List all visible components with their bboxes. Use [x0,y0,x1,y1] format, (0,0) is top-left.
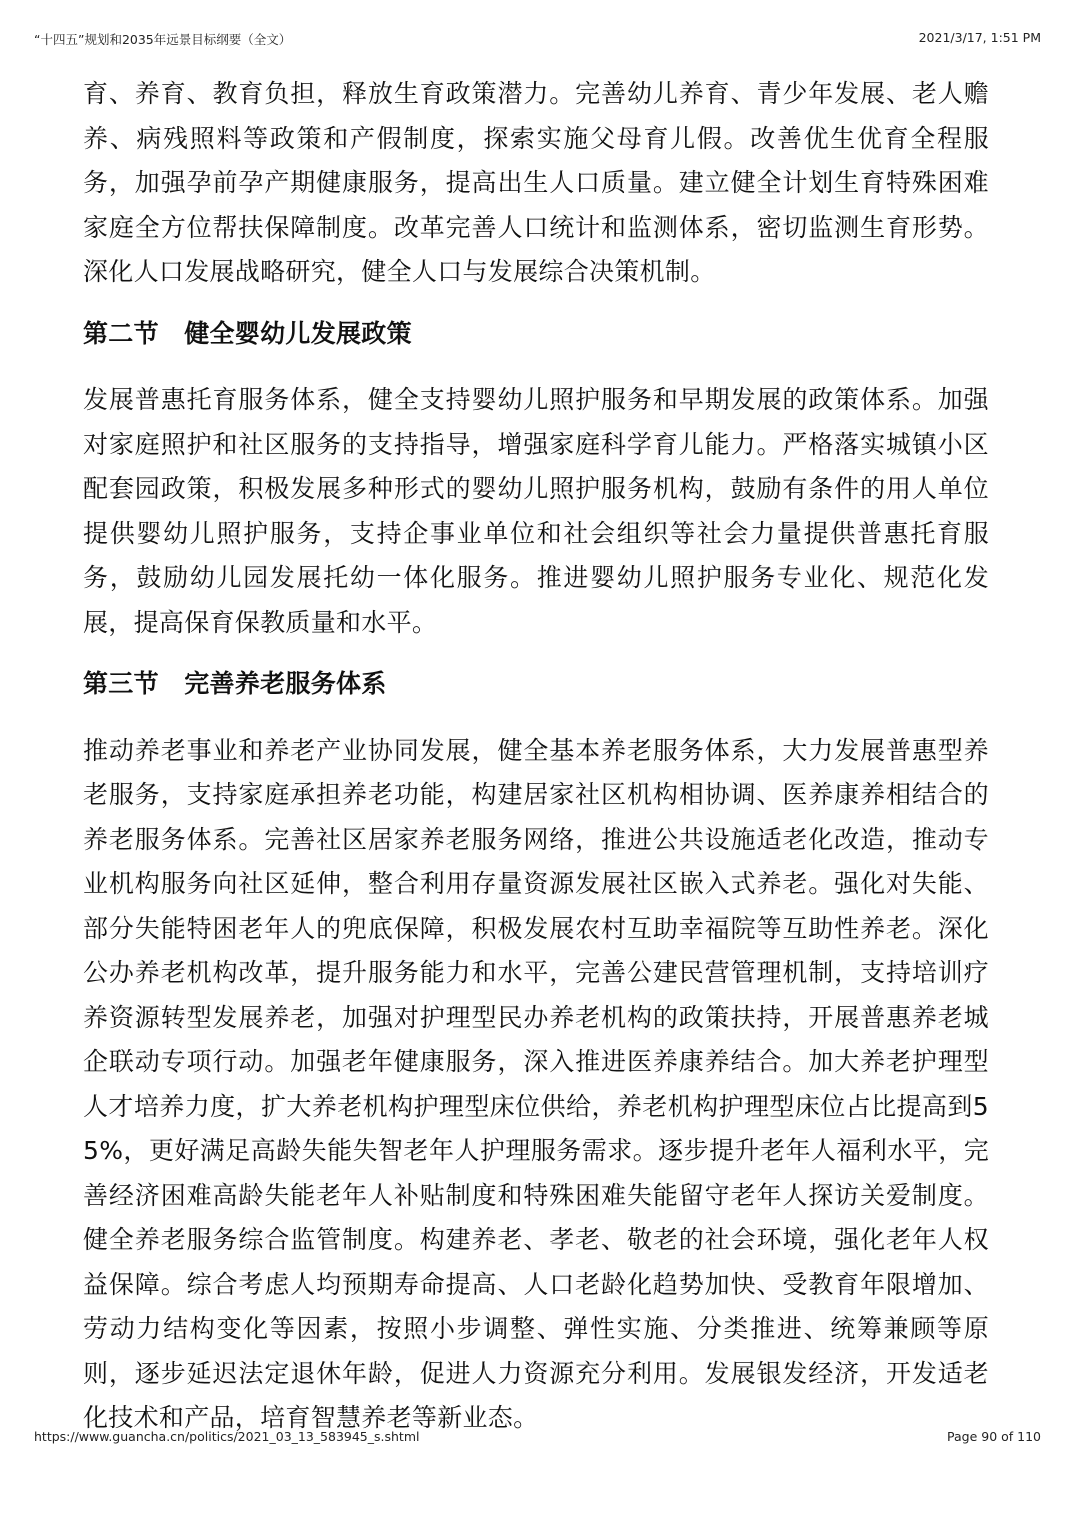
paragraph-elderly-care: 推动养老事业和养老产业协同发展，健全基本养老服务体系，大力发展普惠型养老服务，支持家庭承担养老功能，构建居家社区机构相协调、医养康养相结合的养老服务体系。完善社区居家养老服务网络，推进公共设施适老化改造，推动专业机构服务向社区延伸，整合利用存量资源发展社区嵌入式养老。强化对失能、部分失能特困老年人的兜底保障，积极发展农村互助幸福院等互助性养老。深化公办养老机构改革，提升服务能力和水平，完善公建民营管理机制，支持培训疗养资源转型发展养老，加强对护理型民办养老机构的政策扶持，开展普惠养老城企联动专项行动。加强老年健康服务，深入推进医养康养结合。加大养老护理型人才培养力度，扩大养老机构护理型床位供给，养老机构护理型床位占比提高到55%，更好满足高龄失能失智老年人护理服务需求。逐步提升老年人福利水平，完善经济困难高龄失能老年人补贴制度和特殊困难失能留守老年人探访关爱制度。健全养老服务综合监管制度。构建养老、孝老、敬老的社会环境，强化老年人权益保障。综合考虑人均预期寿命提高、人口老龄化趋势加快、受教育年限增加、劳动力结构变化等因素，按照小步调整、弹性实施、分类推进、统筹兼顾等原则，逐步延迟法定退休年龄，促进人力资源充分利用。发展银发经济，开发适老化技术和产品，培育智慧养老等新业态。 [83,735,989,1432]
section-heading-infant-policy: 第二节 健全婴幼儿发展政策 [83,318,412,348]
source-url[interactable]: https://www.guancha.cn/politics/2021_03_13_583945_s.shtml [34,1429,420,1444]
article-content [83,72,989,1441]
section-heading-elderly-care: 第三节 完善养老服务体系 [83,669,387,698]
document-title: “十四五”规划和2035年远景目标纲要（全文） [34,32,292,47]
print-datetime: 2021/3/17, 1:51 PM [918,30,1041,45]
paragraph-infant-care: 发展普惠托育服务体系，健全支持婴幼儿照护服务和早期发展的政策体系。加强对家庭照护和社区服务的支持指导，增强家庭科学育儿能力。严格落实城镇小区配套园政策，积极发展多种形式的婴幼儿照护服务机构，鼓励有条件的用人单位提供婴幼儿照护服务，支持企事业单位和社会组织等社会力量提供普惠托育服务，鼓励幼儿园发展托幼一体化服务。推进婴幼儿照护服务专业化、规范化发展，提高保育保教质量和水平。 [83,385,989,637]
paragraph-birth-policy: 育、养育、教育负担，释放生育政策潜力。完善幼儿养育、青少年发展、老人赡养、病残照料等政策和产假制度，探索实施父母育儿假。改善优生优育全程服务，加强孕前孕产期健康服务，提高出生人口质量。建立健全计划生育特殊困难家庭全方位帮扶保障制度。改革完善人口统计和监测体系，密切监测生育形势。深化人口发展战略研究，健全人口与发展综合决策机制。 [83,79,989,286]
page-footer [34,1429,1041,1449]
page-header [34,30,1041,50]
page-number: Page 90 of 110 [947,1429,1041,1444]
